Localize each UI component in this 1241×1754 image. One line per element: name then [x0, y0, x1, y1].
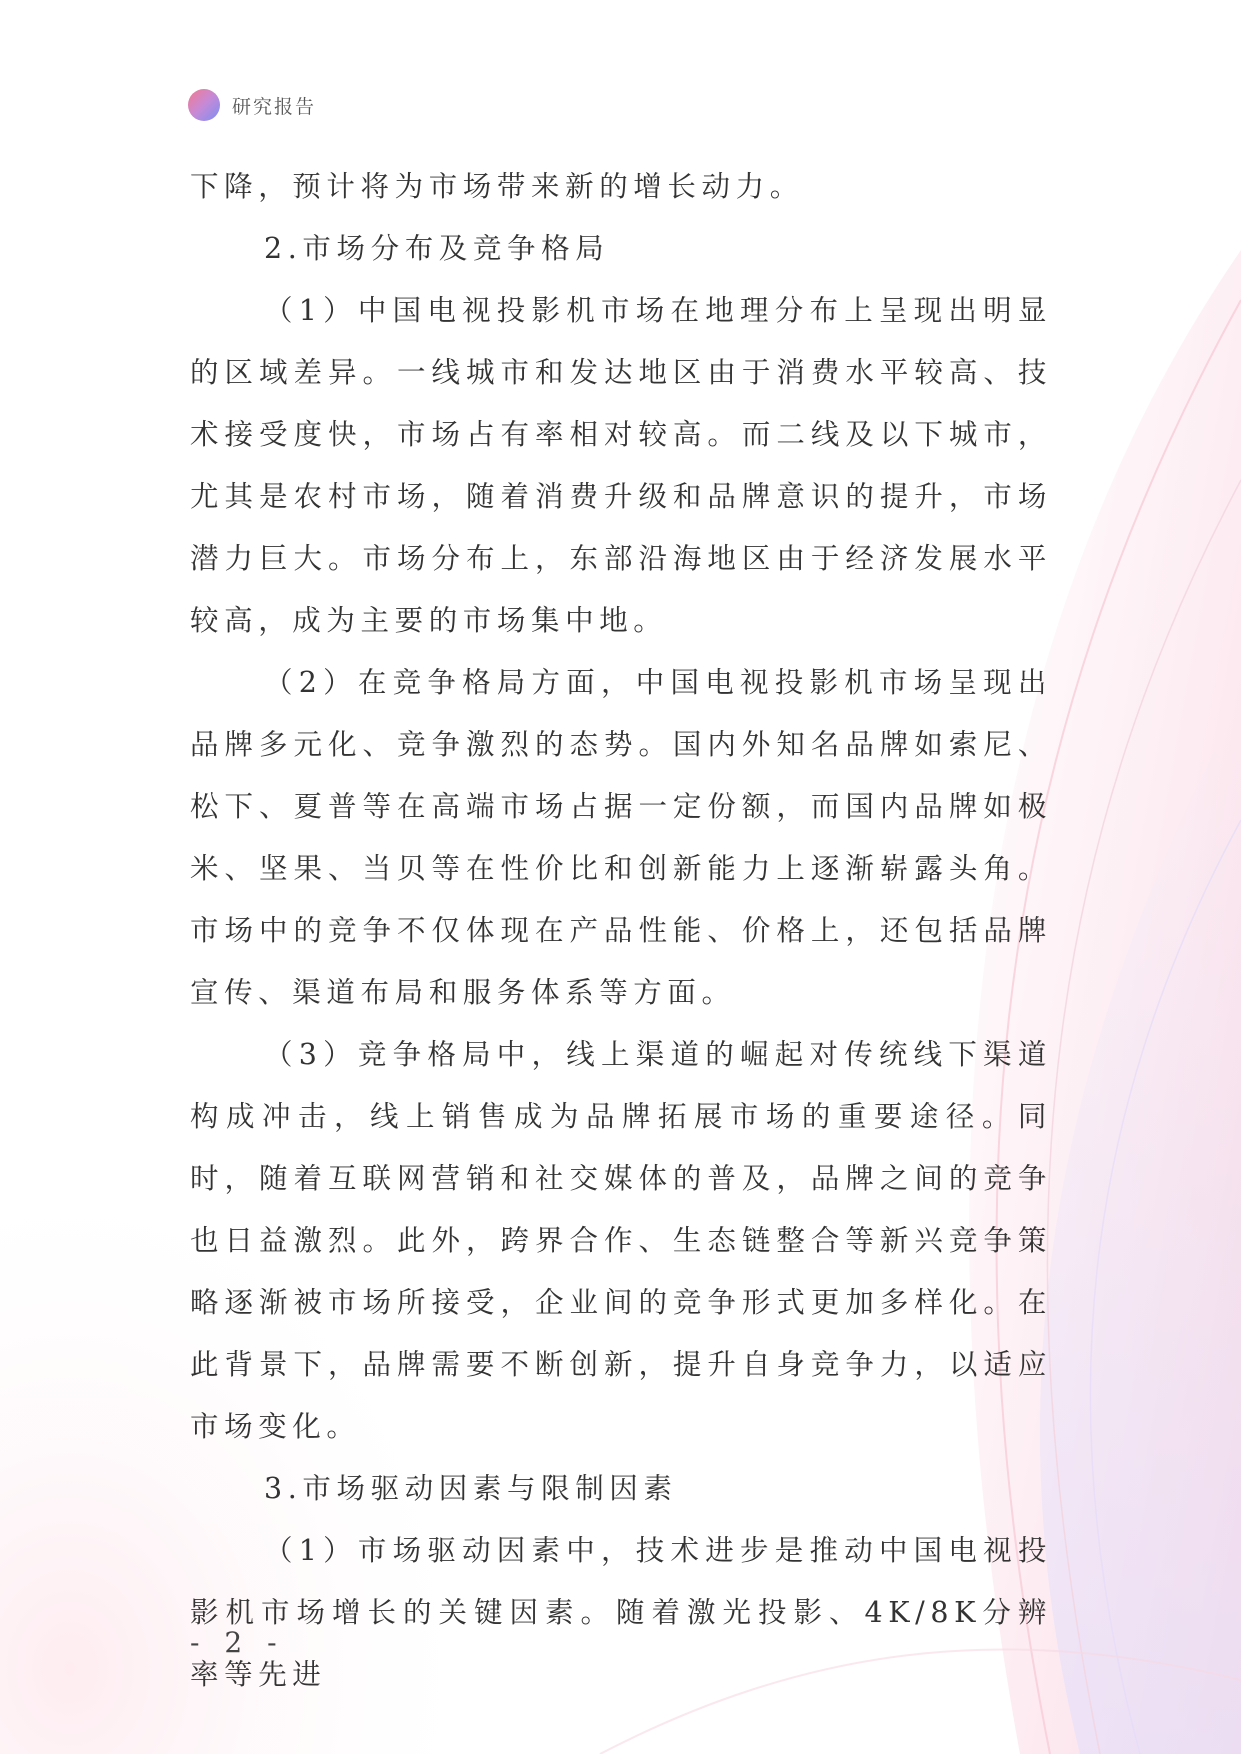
section-heading-drivers-constraints: 3.市场驱动因素与限制因素 — [264, 1472, 678, 1505]
paragraph-continuation: 下降，预计将为市场带来新的增长动力。 — [190, 170, 804, 203]
header-title: 研究报告 — [232, 95, 317, 118]
paragraph-online-channels: （3）竞争格局中，线上渠道的崛起对传统线下渠道构成冲击，线上销售成为品牌拓展市场的重要途径。同时，随着互联网营销和社交媒体的普及，品牌之间的竞争也日益激烈。此外，跨界合作、生态链整合等新兴竞争策略逐渐被市场所接受，企业间的竞争形式更加多样化。在此背景下，品牌需要不断创新，提升自身竞争力，以适应市场变化。 — [190, 1038, 1052, 1443]
document-body — [190, 156, 1052, 1706]
paragraph-geographic-distribution: （1）中国电视投影机市场在地理分布上呈现出明显的区域差异。一线城市和发达地区由于消费水平较高、技术接受度快，市场占有率相对较高。而二线及以下城市，尤其是农村市场，随着消费升级和品牌意识的提升，市场潜力巨大。市场分布上，东部沿海地区由于经济发展水平较高，成为主要的市场集中地。 — [190, 294, 1052, 637]
paragraph-market-drivers: （1）市场驱动因素中，技术进步是推动中国电视投影机市场增长的关键因素。随着激光投影、4K/8K分辨率等先进 — [190, 1534, 1052, 1691]
page-number: - 2 - — [190, 1626, 285, 1659]
report-header — [188, 88, 316, 122]
section-heading-market-distribution: 2.市场分布及竞争格局 — [264, 232, 610, 265]
paragraph-competitive-landscape: （2）在竞争格局方面，中国电视投影机市场呈现出品牌多元化、竞争激烈的态势。国内外知名品牌如索尼、松下、夏普等在高端市场占据一定份额，而国内品牌如极米、坚果、当贝等在性价比和创新能力上逐渐崭露头角。市场中的竞争不仅体现在产品性能、价格上，还包括品牌宣传、渠道布局和服务体系等方面。 — [190, 666, 1052, 1009]
gradient-circle-logo-icon — [188, 89, 220, 121]
